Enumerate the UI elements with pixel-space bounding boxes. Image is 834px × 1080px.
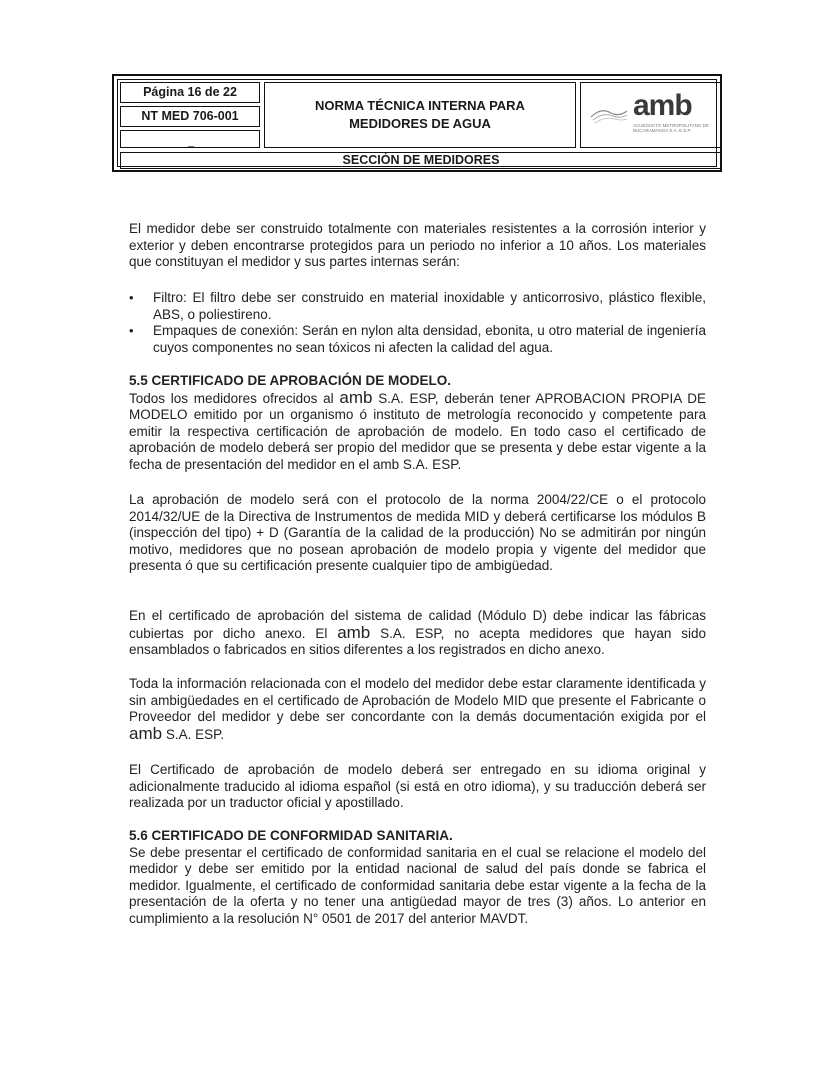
- amb-brand-text: amb: [339, 387, 373, 407]
- paragraph: [129, 608, 706, 659]
- title-line-2: MEDIDORES DE AGUA: [349, 116, 491, 131]
- text-run: En el certificado de aprobación del sistema de calidad (Módulo D) debe indicar las fábricas cubiertas por dicho anexo. El: [129, 608, 706, 641]
- materials-list: [129, 290, 706, 356]
- paragraph: La aprobación de modelo será con el protocolo de la norma 2004/22/CE o el protocolo 2014/32/UE de la Directiva de Instrumentos de medida MID y deberá certificarse los módulos B (inspección del tipo) + D (Garantía de la calidad de la producción) No se admitirán por ningún motivo, medidores que no posean aprobación de modelo propia y vigente del medidor que presenta ó que su certificación presente cualquier tipo de ambigüedad.: [129, 492, 706, 574]
- section-5-5-paragraph-3: [129, 608, 706, 659]
- page-number: Página 16 de 22: [143, 85, 237, 99]
- document-code-cell: [120, 106, 260, 127]
- amb-brand-text: amb: [129, 723, 163, 743]
- document-code: NT MED 706-001: [141, 109, 239, 123]
- text-run: S.A. ESP, deberán tener APROBACION PROPIA DE MODELO emitido por un organismo ó instituto de metrología reconocido y competente para emitir la respectiva certificación de aprobación de modelo. En todo caso el certificado de aprobación de modelo deberá ser propio del medidor que se presenta y debe estar vigente a la fecha de presentación del medidor en el amb S.A. ESP.: [129, 390, 706, 472]
- logo-cell: [580, 82, 722, 148]
- text-run: S.A. ESP, no acepta medidores que hayan sido ensamblados o fabricados en sitios diferentes a los registrados en dicho anexo.: [129, 625, 706, 658]
- section-cell: [120, 152, 722, 169]
- title-line-1: NORMA TÉCNICA INTERNA PARA: [315, 98, 525, 113]
- section-5-5-paragraph-4: [129, 676, 706, 743]
- section-5-5-paragraph-5: [129, 762, 706, 812]
- header-inner-frame: [117, 79, 717, 167]
- text-run: Toda la información relacionada con el modelo del medidor debe estar claramente identificada y sin ambigüedades en el certificado de Aprobación de Modelo MID que presente el Fabricante o Proveedor del medidor y debe ser concordante con la demás documentación exigida por el: [129, 676, 706, 725]
- list-item: • Empaques de conexión: Serán en nylon alta densidad, ebonita, u otro material de ingeniería cuyos componentes no sean tóxicos ni afecten la calidad del agua.: [129, 323, 706, 356]
- paragraph: [129, 387, 706, 474]
- materials-list-block: [129, 290, 706, 356]
- page-number-cell: [120, 82, 260, 103]
- section-5-6: [129, 828, 706, 928]
- section-title: SECCIÓN DE MEDIDORES: [342, 153, 500, 167]
- logo-tagline: ACUEDUCTO METROPOLITANO DE BUCARAMANGA S.A. E.S.P.: [633, 123, 709, 133]
- amb-brand-text: amb: [337, 622, 371, 642]
- section-heading: 5.6 CERTIFICADO DE CONFORMIDAD SANITARIA.: [129, 828, 453, 843]
- section-5-5-paragraph-2: [129, 492, 706, 575]
- paragraph: El Certificado de aprobación de modelo deberá ser entregado en su idioma original y adicionalmente traducido al idioma español (si está en otro idioma), y su traducción deberá ser realizada por un traductor oficial y apostillado.: [129, 762, 706, 811]
- intro-paragraph-block: [129, 221, 706, 271]
- revision-cell: [120, 130, 260, 148]
- document-header: [112, 74, 722, 172]
- document-title: [265, 83, 575, 133]
- text-run: Todos los medidores ofrecidos al: [129, 390, 340, 406]
- document-title-cell: [264, 82, 576, 148]
- section-heading: 5.5 CERTIFICADO DE APROBACIÓN DE MODELO.: [129, 373, 452, 388]
- water-drop-logo-icon: [589, 103, 629, 125]
- revision-mark: _: [188, 136, 195, 148]
- text-run: S.A. ESP.: [162, 726, 225, 742]
- intro-paragraph: El medidor debe ser construido totalmente con materiales resistentes a la corrosión interior y exterior y deben encontrarse protegidos para un periodo no inferior a 10 años. Los materiales que constituyan el medidor y sus partes internas serán:: [129, 221, 706, 270]
- paragraph: [129, 676, 706, 743]
- section-5-5: [129, 373, 706, 474]
- company-logo: amb: [633, 89, 692, 122]
- list-item: • Filtro: El filtro debe ser construido en material inoxidable y anticorrosivo, plástico flexible, ABS, o poliestireno.: [129, 290, 706, 323]
- paragraph: Se debe presentar el certificado de conformidad sanitaria en el cual se relacione el modelo del medidor y debe ser emitido por la entidad nacional de salud del país donde se fabrica el medidor. Igualmente, el certificado de conformidad sanitaria debe estar vigente a la fecha de la presentación de la oferta y no tener una antigüedad mayor de tres (3) años. Lo anterior en cumplimiento a la resolución N° 0501 de 2017 del anterior MAVDT.: [129, 844, 706, 926]
